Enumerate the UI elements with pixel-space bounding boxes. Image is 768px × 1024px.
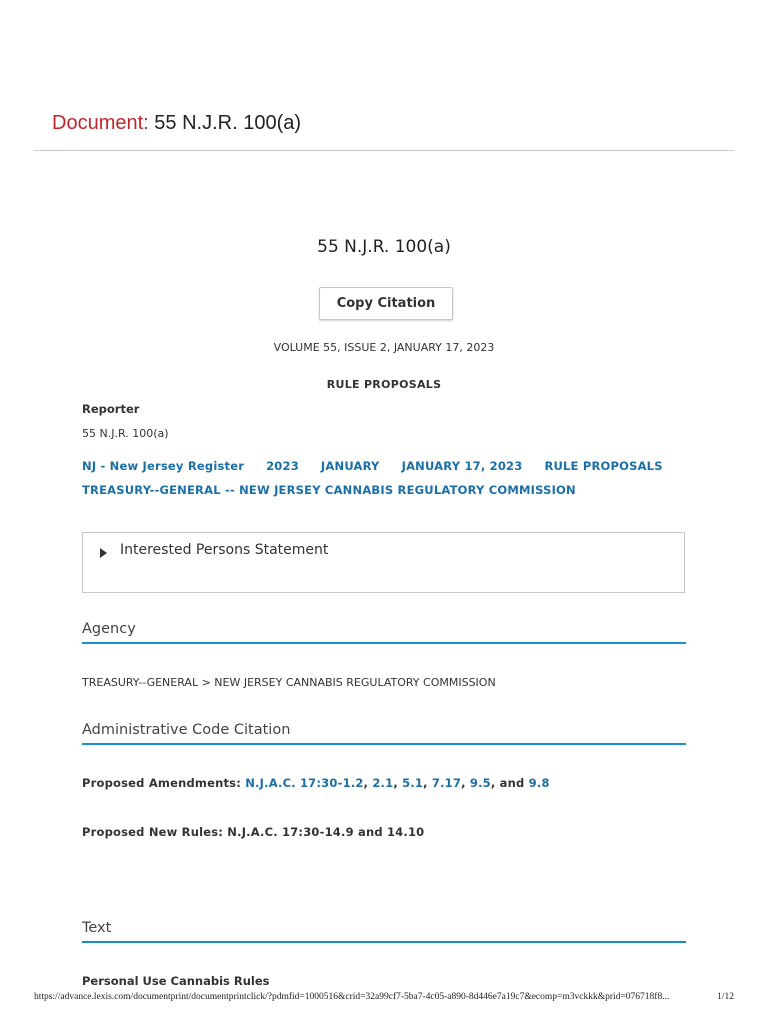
reporter-label: Reporter — [82, 402, 140, 416]
amendment-link[interactable]: 9.8 — [528, 776, 550, 790]
separator: , — [423, 776, 428, 790]
admin-code-heading: Administrative Code Citation — [82, 722, 686, 745]
link-rule-proposals[interactable]: RULE PROPOSALS — [544, 459, 663, 473]
text-heading: Text — [82, 920, 686, 943]
separator: , — [490, 776, 496, 790]
interested-persons-label: Interested Persons Statement — [120, 542, 329, 558]
amendment-link[interactable]: 7.17 — [431, 776, 462, 790]
expand-triangle-icon — [100, 548, 107, 558]
volume-info: VOLUME 55, ISSUE 2, JANUARY 17, 2023 — [273, 341, 495, 354]
copy-citation-button[interactable]: Copy Citation — [319, 287, 453, 320]
link-year[interactable]: 2023 — [266, 459, 299, 473]
document-label: Document: — [52, 112, 149, 134]
document-title — [52, 112, 301, 135]
citation-heading: 55 N.J.R. 100(a) — [317, 237, 451, 257]
amendment-link[interactable]: 5.1 — [402, 776, 424, 790]
section-type: RULE PROPOSALS — [326, 378, 442, 391]
agency-heading: Agency — [82, 621, 686, 644]
document-citation: 55 N.J.R. 100(a) — [154, 112, 302, 134]
link-month[interactable]: JANUARY — [320, 459, 380, 473]
proposed-amendments — [82, 776, 550, 790]
link-nj-register[interactable]: NJ - New Jersey Register — [82, 459, 245, 473]
divider — [34, 150, 734, 151]
amendment-link[interactable]: 2.1 — [372, 776, 394, 790]
reporter-value: 55 N.J.R. 100(a) — [82, 427, 169, 440]
separator: , — [363, 776, 369, 790]
footer-url: https://advance.lexis.com/documentprint/documentprintclick/?pdmfid=1000516&crid=32a99cf7-5ba7-4c05-a890-8d446e7a19c7&ecomp=m3vckkk&prid=076718f8... — [34, 992, 670, 1002]
print-footer — [34, 992, 734, 1006]
breadcrumb-links — [82, 454, 682, 502]
interested-persons-toggle[interactable] — [82, 532, 685, 593]
text-subheading: Personal Use Cannabis Rules — [82, 974, 270, 988]
proposed-new-rules: Proposed New Rules: N.J.A.C. 17:30-14.9 and 14.10 — [82, 825, 425, 839]
link-agency[interactable]: TREASURY--GENERAL -- NEW JERSEY CANNABIS REGULATORY COMMISSION — [82, 483, 576, 497]
amendment-link[interactable]: N.J.A.C. 17:30-1.2 — [245, 776, 364, 790]
amendments-label: Proposed Amendments: — [82, 776, 242, 790]
and-text: and — [499, 776, 525, 790]
separator: , — [393, 776, 398, 790]
amendment-link[interactable]: 9.5 — [469, 776, 491, 790]
page-number: 1/12 — [713, 992, 734, 1002]
agency-value: TREASURY--GENERAL > NEW JERSEY CANNABIS REGULATORY COMMISSION — [82, 676, 496, 689]
link-issue-date[interactable]: JANUARY 17, 2023 — [401, 459, 523, 473]
separator: , — [461, 776, 466, 790]
